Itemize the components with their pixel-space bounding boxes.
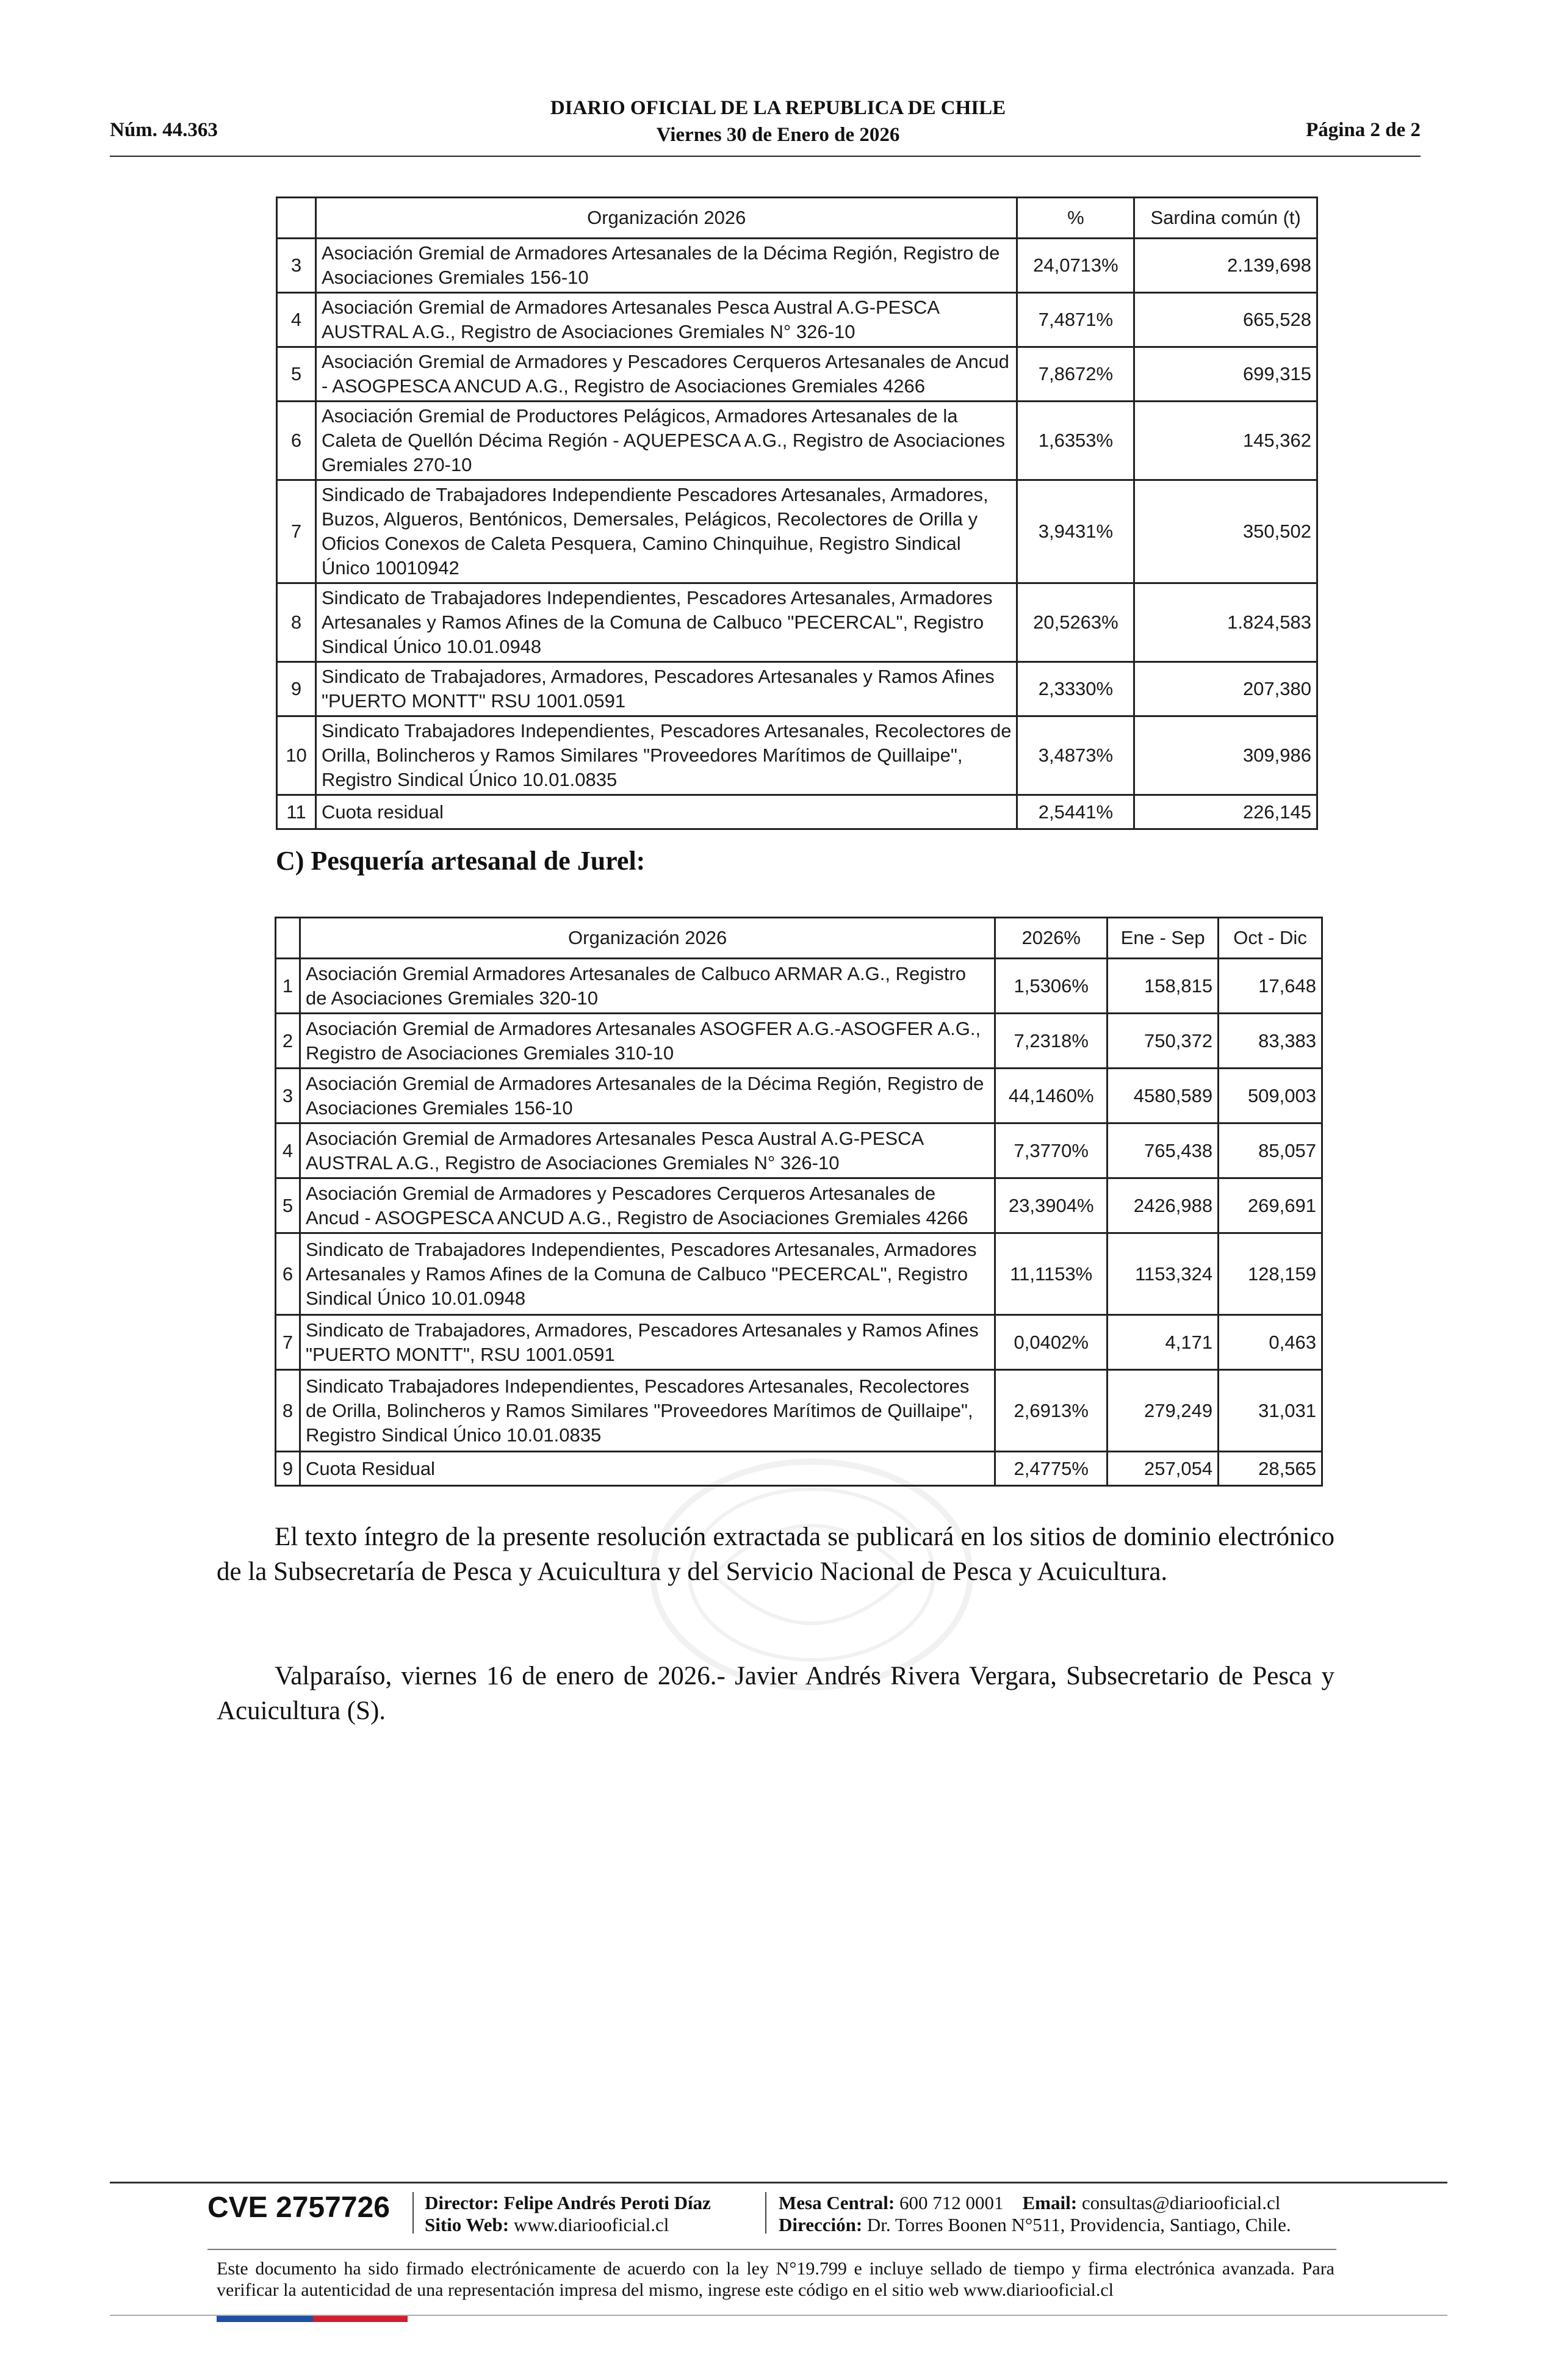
row-ene-sep: 765,438 bbox=[1108, 1123, 1219, 1178]
row-index: 5 bbox=[276, 1178, 300, 1233]
column-header-sardina: Sardina común (t) bbox=[1134, 198, 1317, 239]
row-oct-dic: 269,691 bbox=[1219, 1178, 1322, 1233]
row-sardina: 2.139,698 bbox=[1134, 239, 1317, 293]
row-sardina: 699,315 bbox=[1134, 347, 1317, 402]
row-organization: Asociación Gremial Armadores Artesanales de Calbuco ARMAR A.G., Registro de Asociaciones Gremiales 320-10 bbox=[300, 959, 995, 1014]
row-index: 9 bbox=[276, 1452, 300, 1486]
table-row bbox=[277, 402, 1317, 480]
section-title-jurel: C) Pesquería artesanal de Jurel: bbox=[276, 846, 646, 876]
row-percent: 1,6353% bbox=[1017, 402, 1134, 480]
row-organization: Cuota residual bbox=[315, 795, 1017, 829]
row-organization: Asociación Gremial de Productores Pelágicos, Armadores Artesanales de la Caleta de Quellón Décima Región - AQUEPESCA A.G., Registro de Asociaciones Gremiales 270-10 bbox=[315, 402, 1017, 480]
footer-separator bbox=[412, 2192, 414, 2234]
row-ene-sep: 1153,324 bbox=[1108, 1233, 1219, 1315]
row-index: 4 bbox=[277, 293, 316, 347]
row-organization: Asociación Gremial de Armadores Artesanales Pesca Austral A.G-PESCA AUSTRAL A.G., Registro de Asociaciones Gremiales N° 326-10 bbox=[315, 293, 1017, 347]
issue-number: Núm. 44.363 bbox=[110, 119, 218, 141]
table-row bbox=[276, 1370, 1322, 1452]
email-label: Email: bbox=[1022, 2192, 1078, 2213]
row-organization: Sindicato de Trabajadores, Armadores, Pescadores Artesanales y Ramos Afines "PUERTO MONTT", RSU 1001.0591 bbox=[300, 1315, 995, 1370]
column-header-organization: Organización 2026 bbox=[315, 198, 1017, 239]
row-index: 3 bbox=[277, 239, 316, 293]
publication-title: DIARIO OFICIAL DE LA REPUBLICA DE CHILE bbox=[550, 97, 1006, 119]
row-sardina: 1.824,583 bbox=[1134, 583, 1317, 662]
table-row bbox=[276, 1069, 1322, 1123]
row-sardina: 207,380 bbox=[1134, 662, 1317, 716]
flag-stripe-blue bbox=[217, 2316, 313, 2322]
row-organization: Asociación Gremial de Armadores Artesanales Pesca Austral A.G-PESCA AUSTRAL A.G., Registro de Asociaciones Gremiales N° 326-10 bbox=[300, 1123, 995, 1178]
row-organization: Sindicato de Trabajadores Independientes, Pescadores Artesanales, Armadores Artesanales y Ramos Afines de la Comuna de Calbuco "PECERCAL", Registro Sindical Único 10.01.0948 bbox=[315, 583, 1017, 662]
row-index: 9 bbox=[277, 662, 316, 716]
row-organization: Sindicato Trabajadores Independientes, Pescadores Artesanales, Recolectores de Orilla, Bolincheros y Ramos Similares "Proveedores Marítimos de Quillaipe", Registro Sindical Único 10.01.0835 bbox=[300, 1370, 995, 1452]
row-percent: 2,4775% bbox=[995, 1452, 1108, 1486]
table-row bbox=[276, 1014, 1322, 1069]
column-header-organization: Organización 2026 bbox=[300, 918, 995, 959]
mesa-label: Mesa Central: bbox=[779, 2192, 895, 2213]
row-index: 11 bbox=[277, 795, 316, 829]
row-index: 7 bbox=[277, 480, 316, 583]
row-index: 2 bbox=[276, 1014, 300, 1069]
row-sardina: 309,986 bbox=[1134, 716, 1317, 795]
footer-separator bbox=[765, 2192, 766, 2234]
table-row bbox=[277, 480, 1317, 583]
row-ene-sep: 2426,988 bbox=[1108, 1178, 1219, 1233]
row-organization: Asociación Gremial de Armadores Artesanales de la Décima Región, Registro de Asociaciones Gremiales 156-10 bbox=[300, 1069, 995, 1123]
column-header-ene-sep: Ene - Sep bbox=[1108, 918, 1219, 959]
row-percent: 7,8672% bbox=[1017, 347, 1134, 402]
table-row bbox=[276, 1315, 1322, 1370]
row-oct-dic: 17,648 bbox=[1219, 959, 1322, 1014]
table-row bbox=[277, 583, 1317, 662]
row-sardina: 145,362 bbox=[1134, 402, 1317, 480]
publication-notice-paragraph: El texto íntegro de la presente resolución extractada se publicará en los sitios de dominio electrónico de la Subsecretaría de Pesca y Acuicultura y del Servicio Nacional de Pesca y Acuicultura. bbox=[217, 1523, 1334, 1586]
row-organization: Sindicato de Trabajadores Independientes, Pescadores Artesanales, Armadores Artesanales y Ramos Afines de la Comuna de Calbuco "PECERCAL", Registro Sindical Único 10.01.0948 bbox=[300, 1233, 995, 1315]
row-percent: 2,6913% bbox=[995, 1370, 1108, 1452]
row-organization: Asociación Gremial de Armadores y Pescadores Cerqueros Artesanales de Ancud - ASOGPESCA ANCUD A.G., Registro de Asociaciones Gremiales 4266 bbox=[300, 1178, 995, 1233]
footer-director-block bbox=[425, 2192, 711, 2236]
address-text: Dr. Torres Boonen N°511, Providencia, Santiago, Chile. bbox=[866, 2214, 1291, 2235]
table-row bbox=[277, 293, 1317, 347]
row-sardina: 665,528 bbox=[1134, 293, 1317, 347]
column-header-oct-dic: Oct - Dic bbox=[1219, 918, 1322, 959]
row-percent: 44,1460% bbox=[995, 1069, 1108, 1123]
row-ene-sep: 4580,589 bbox=[1108, 1069, 1219, 1123]
table-row bbox=[277, 716, 1317, 795]
column-header-index bbox=[276, 918, 300, 959]
table-row bbox=[277, 795, 1317, 829]
row-oct-dic: 509,003 bbox=[1219, 1069, 1322, 1123]
row-percent: 7,4871% bbox=[1017, 293, 1134, 347]
row-index: 3 bbox=[276, 1069, 300, 1123]
row-percent: 24,0713% bbox=[1017, 239, 1134, 293]
publication-date: Viernes 30 de Enero de 2026 bbox=[656, 124, 900, 146]
row-organization: Sindicato de Trabajadores, Armadores, Pescadores Artesanales y Ramos Afines "PUERTO MONTT" RSU 1001.0591 bbox=[315, 662, 1017, 716]
page-number: Página 2 de 2 bbox=[1306, 119, 1421, 141]
row-oct-dic: 128,159 bbox=[1219, 1233, 1322, 1315]
row-index: 6 bbox=[277, 402, 316, 480]
row-percent: 11,1153% bbox=[995, 1233, 1108, 1315]
table-header-row bbox=[276, 918, 1322, 959]
row-oct-dic: 0,463 bbox=[1219, 1315, 1322, 1370]
mesa-phone: 600 712 0001 bbox=[899, 2192, 1004, 2213]
row-ene-sep: 279,249 bbox=[1108, 1370, 1219, 1452]
director-name: Felipe Andrés Peroti Díaz bbox=[503, 2192, 711, 2213]
row-index: 1 bbox=[276, 959, 300, 1014]
row-percent: 0,0402% bbox=[995, 1315, 1108, 1370]
footer-contact-block bbox=[779, 2192, 1291, 2236]
table-row bbox=[276, 1178, 1322, 1233]
cve-code: CVE 2757726 bbox=[207, 2191, 390, 2224]
column-header-percent: % bbox=[1017, 198, 1134, 239]
table-row bbox=[276, 959, 1322, 1014]
table-header-row bbox=[277, 198, 1317, 239]
row-index: 8 bbox=[276, 1370, 300, 1452]
row-ene-sep: 158,815 bbox=[1108, 959, 1219, 1014]
row-organization: Cuota Residual bbox=[300, 1452, 995, 1486]
address-label: Dirección: bbox=[779, 2214, 863, 2235]
row-index: 6 bbox=[276, 1233, 300, 1315]
row-percent: 7,2318% bbox=[995, 1014, 1108, 1069]
row-index: 10 bbox=[277, 716, 316, 795]
table-row bbox=[276, 1123, 1322, 1178]
table-row bbox=[277, 347, 1317, 402]
row-percent: 20,5263% bbox=[1017, 583, 1134, 662]
row-oct-dic: 28,565 bbox=[1219, 1452, 1322, 1486]
row-ene-sep: 4,171 bbox=[1108, 1315, 1219, 1370]
table-row bbox=[277, 662, 1317, 716]
row-organization: Asociación Gremial de Armadores Artesanales ASOGFER A.G.-ASOGFER A.G., Registro de Asociaciones Gremiales 310-10 bbox=[300, 1014, 995, 1069]
row-percent: 2,5441% bbox=[1017, 795, 1134, 829]
signature-paragraph: Valparaíso, viernes 16 de enero de 2026.- Javier Andrés Rivera Vergara, Subsecretario de Pesca y Acuicultura (S). bbox=[217, 1662, 1334, 1725]
table-row bbox=[277, 239, 1317, 293]
table-row bbox=[276, 1233, 1322, 1315]
row-percent: 1,5306% bbox=[995, 959, 1108, 1014]
row-index: 8 bbox=[277, 583, 316, 662]
sardina-quota-table bbox=[276, 197, 1318, 830]
row-oct-dic: 31,031 bbox=[1219, 1370, 1322, 1452]
row-oct-dic: 85,057 bbox=[1219, 1123, 1322, 1178]
row-percent: 2,3330% bbox=[1017, 662, 1134, 716]
header-divider bbox=[110, 156, 1421, 157]
row-percent: 23,3904% bbox=[995, 1178, 1108, 1233]
column-header-index bbox=[277, 198, 316, 239]
jurel-quota-table bbox=[275, 917, 1323, 1487]
row-organization: Asociación Gremial de Armadores Artesanales de la Décima Región, Registro de Asociaciones Gremiales 156-10 bbox=[315, 239, 1017, 293]
row-index: 5 bbox=[277, 347, 316, 402]
column-header-percent-2026: 2026% bbox=[995, 918, 1108, 959]
row-organization: Sindicato Trabajadores Independientes, Pescadores Artesanales, Recolectores de Orilla, Bolincheros y Ramos Similares "Proveedores Marítimos de Quillaipe", Registro Sindical Único 10.01.0835 bbox=[315, 716, 1017, 795]
row-percent: 7,3770% bbox=[995, 1123, 1108, 1178]
website-link[interactable]: www.diariooficial.cl bbox=[513, 2214, 669, 2235]
row-percent: 3,9431% bbox=[1017, 480, 1134, 583]
footer-top-rule bbox=[110, 2182, 1447, 2183]
row-organization: Asociación Gremial de Armadores y Pescadores Cerqueros Artesanales de Ancud - ASOGPESCA ANCUD A.G., Registro de Asociaciones Gremiales 4266 bbox=[315, 347, 1017, 402]
row-index: 7 bbox=[276, 1315, 300, 1370]
electronic-signature-note: Este documento ha sido firmado electrónicamente de acuerdo con la ley N°19.799 e incluye sellado de tiempo y firma electrónica avanzada. Para verificar la autenticidad de una representación impresa del mismo, ingrese este código en el sitio web www.diariooficial.cl bbox=[217, 2259, 1334, 2300]
row-sardina: 226,145 bbox=[1134, 795, 1317, 829]
row-sardina: 350,502 bbox=[1134, 480, 1317, 583]
row-oct-dic: 83,383 bbox=[1219, 1014, 1322, 1069]
footer-middle-rule bbox=[207, 2249, 1336, 2250]
row-percent: 3,4873% bbox=[1017, 716, 1134, 795]
flag-stripe-red bbox=[313, 2316, 408, 2322]
director-label: Director: bbox=[425, 2192, 499, 2213]
row-ene-sep: 257,054 bbox=[1108, 1452, 1219, 1486]
row-organization: Sindicado de Trabajadores Independiente Pescadores Artesanales, Armadores, Buzos, Algueros, Bentónicos, Demersales, Pelágicos, Recolectores de Orilla y Oficios Conexos de Caleta Pesquera, Camino Chinquihue, Registro Sindical Único 10010942 bbox=[315, 480, 1017, 583]
row-ene-sep: 750,372 bbox=[1108, 1014, 1219, 1069]
email-link[interactable]: consultas@diariooficial.cl bbox=[1081, 2192, 1281, 2213]
table-row bbox=[276, 1452, 1322, 1486]
row-index: 4 bbox=[276, 1123, 300, 1178]
website-label: Sitio Web: bbox=[425, 2214, 510, 2235]
